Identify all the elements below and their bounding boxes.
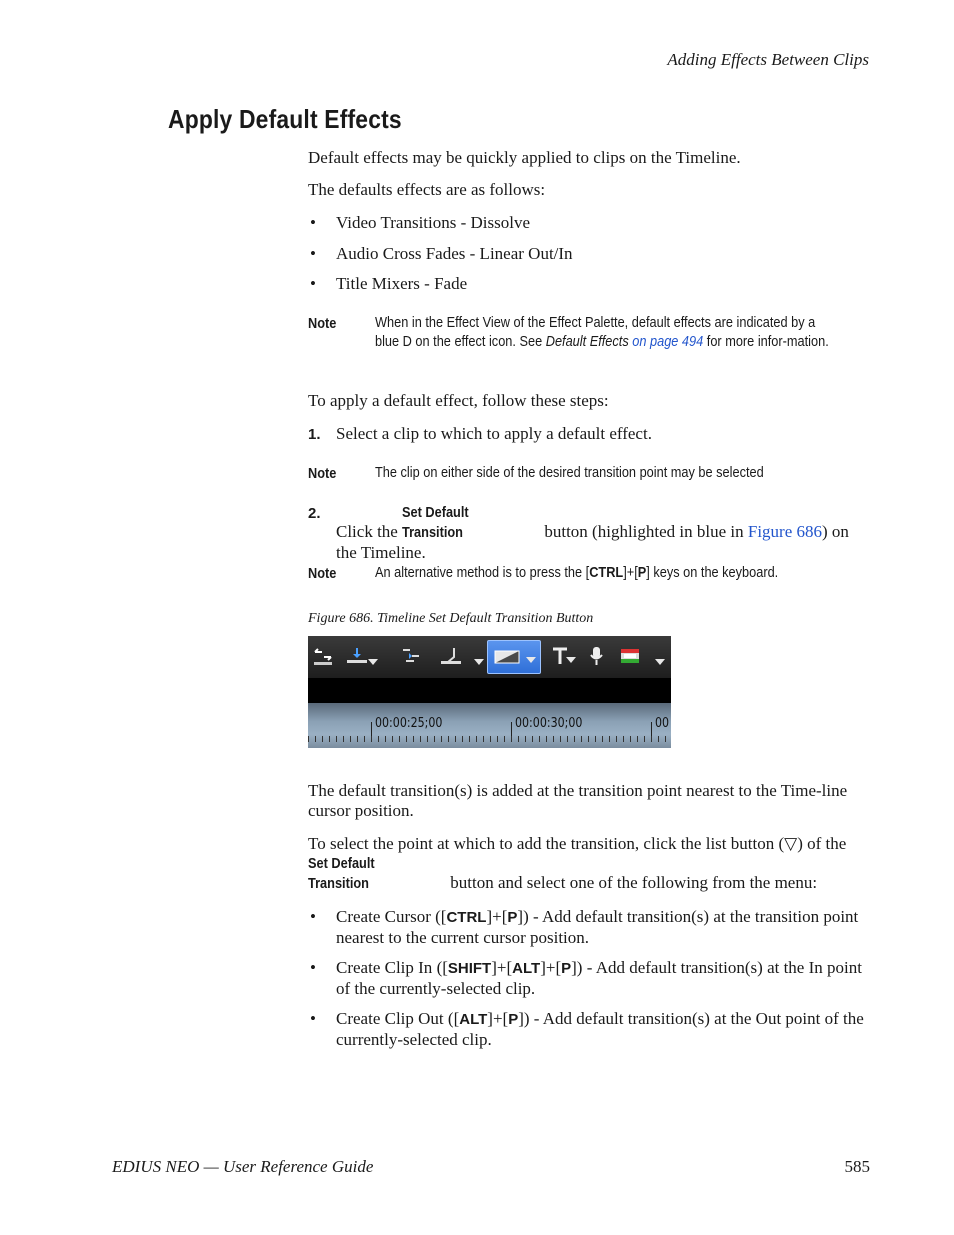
note-text	[375, 314, 841, 352]
bullet-dot: •	[310, 213, 316, 232]
step-text: Select a clip to which to apply a default effect.	[336, 424, 652, 443]
key-name: P	[561, 960, 572, 977]
audio-fade-icon	[440, 645, 462, 667]
page-ref-link[interactable]: on page 494	[632, 334, 704, 350]
note-text-part: An alternative method is to press the [	[375, 565, 590, 581]
ui-button-name: Set Default Transition	[308, 856, 375, 892]
figure-link[interactable]: Figure 686	[747, 522, 823, 541]
track-area	[308, 678, 671, 703]
note-text: The clip on either side of the desired transition point may be selected	[375, 465, 764, 481]
chevron-down-icon[interactable]	[368, 659, 378, 665]
key-name: P	[507, 909, 518, 926]
menu-option-name: Create Clip Out	[336, 1009, 444, 1028]
key-name: SHIFT	[447, 960, 492, 977]
note-text	[375, 564, 841, 583]
paragraph-text-part: To select the point at which to add the transition, click the list button (▽) of the	[308, 834, 847, 853]
step-number: 1.	[308, 426, 321, 443]
note-label: Note	[308, 565, 337, 582]
timecode-label: 00	[655, 716, 670, 731]
output-button[interactable]	[619, 645, 667, 671]
bullet-dot: •	[310, 958, 316, 977]
list-item-text: Video Transitions - Dissolve	[336, 213, 531, 232]
step-number: 2.	[308, 505, 321, 522]
list-item-text: Create Clip In ([SHIFT]+[ALT]+[P]) - Add default transition(s) at the In point of the currently-selected clip.	[336, 958, 862, 998]
menu-option-name: Create Clip In	[336, 958, 433, 977]
menu-option-description: - Add default transition(s) at the In point of the currently-selected clip.	[336, 958, 862, 998]
list-item-text: Create Clip Out ([ALT]+[P]) - Add default transition(s) at the Out point of the currently-selected clip.	[336, 1009, 864, 1049]
running-header: Adding Effects Between Clips	[667, 50, 869, 69]
menu-option-description: - Add default transition(s) at the transition point nearest to the current cursor position.	[336, 907, 859, 947]
key-name: P	[637, 565, 647, 581]
ui-button-name: Set Default Transition	[402, 505, 469, 541]
footer-title: EDIUS NEO — User Reference Guide	[112, 1157, 374, 1176]
note-text-part: ]+[	[623, 565, 638, 581]
key-name: ALT	[512, 960, 541, 977]
step-text	[336, 503, 873, 563]
insert-mode-icon	[346, 645, 368, 667]
paragraph-text-part: button and select one of the following from the menu:	[446, 873, 818, 892]
sync-lock-icon	[400, 645, 422, 667]
chevron-down-icon[interactable]	[566, 657, 576, 663]
section-heading: Apply Default Effects	[168, 104, 402, 134]
ruler-minor-ticks	[308, 736, 671, 742]
voice-over-button[interactable]	[585, 645, 609, 671]
audio-fade-button[interactable]	[440, 645, 486, 671]
title-button[interactable]	[550, 645, 576, 671]
key-name: P	[508, 1011, 519, 1028]
timecode-label: 00:00:25;00	[375, 716, 443, 731]
bullet-dot: •	[310, 1009, 316, 1028]
text-t-icon	[550, 645, 572, 667]
note-text-part: When in the Effect View of the Effect Palette, default effects are indicated by a blue D on the effect icon. See	[375, 315, 816, 350]
paragraph-result: The default transition(s) is added at the transition point nearest to the Time-line cursor position.	[308, 781, 848, 820]
bullet-dot: •	[310, 244, 316, 263]
steps-intro: To apply a default effect, follow these steps:	[308, 391, 609, 410]
list-item-text: Title Mixers - Fade	[336, 274, 468, 293]
step-text-part: ) on the Timeline.	[336, 522, 849, 562]
key-name: CTRL	[589, 565, 624, 581]
transition-icon	[494, 647, 520, 669]
paragraph-select-point	[308, 834, 873, 894]
menu-option-name: Create Cursor	[336, 907, 431, 926]
ripple-mode-button[interactable]	[312, 645, 342, 671]
key-name: CTRL	[446, 909, 487, 926]
note-text-part: ] keys on the keyboard.	[646, 565, 779, 581]
step-text-part: button (highlighted in blue in	[540, 522, 748, 541]
note-text-part: for more infor-mation.	[703, 334, 829, 350]
menu-option-description: - Add default transition(s) at the Out point of the currently-selected clip.	[336, 1009, 864, 1049]
insert-mode-button[interactable]	[346, 645, 376, 671]
intro-paragraph-1: Default effects may be quickly applied to clips on the Timeline.	[308, 148, 741, 167]
export-icon	[619, 645, 641, 667]
bullet-dot: •	[310, 907, 316, 926]
intro-paragraph-2: The defaults effects are as follows:	[308, 180, 546, 199]
timeline-toolbar-figure	[308, 636, 671, 748]
ripple-mode-icon	[312, 645, 334, 667]
timeline-toolbar	[308, 636, 671, 678]
timecode-label: 00:00:30;00	[515, 716, 583, 731]
chevron-down-icon[interactable]	[474, 659, 484, 665]
bullet-dot: •	[310, 274, 316, 293]
note-label: Note	[308, 465, 337, 482]
sync-lock-button[interactable]	[400, 645, 426, 671]
figure-caption: Figure 686. Timeline Set Default Transition Button	[308, 611, 594, 626]
page-number: 585	[844, 1157, 870, 1176]
key-name: ALT	[459, 1011, 488, 1028]
step-text-part: Click the	[336, 522, 403, 541]
chevron-down-icon[interactable]	[526, 657, 536, 663]
set-default-transition-button[interactable]	[487, 640, 541, 674]
chevron-down-icon[interactable]	[655, 659, 665, 665]
cross-ref-title: Default Effects	[545, 334, 629, 350]
note-label: Note	[308, 315, 337, 332]
list-item-text: Audio Cross Fades - Linear Out/In	[336, 244, 573, 263]
list-item-text: Create Cursor ([CTRL]+[P]) - Add default transition(s) at the transition point nearest to the current cursor position.	[336, 907, 859, 947]
microphone-icon	[585, 645, 607, 667]
